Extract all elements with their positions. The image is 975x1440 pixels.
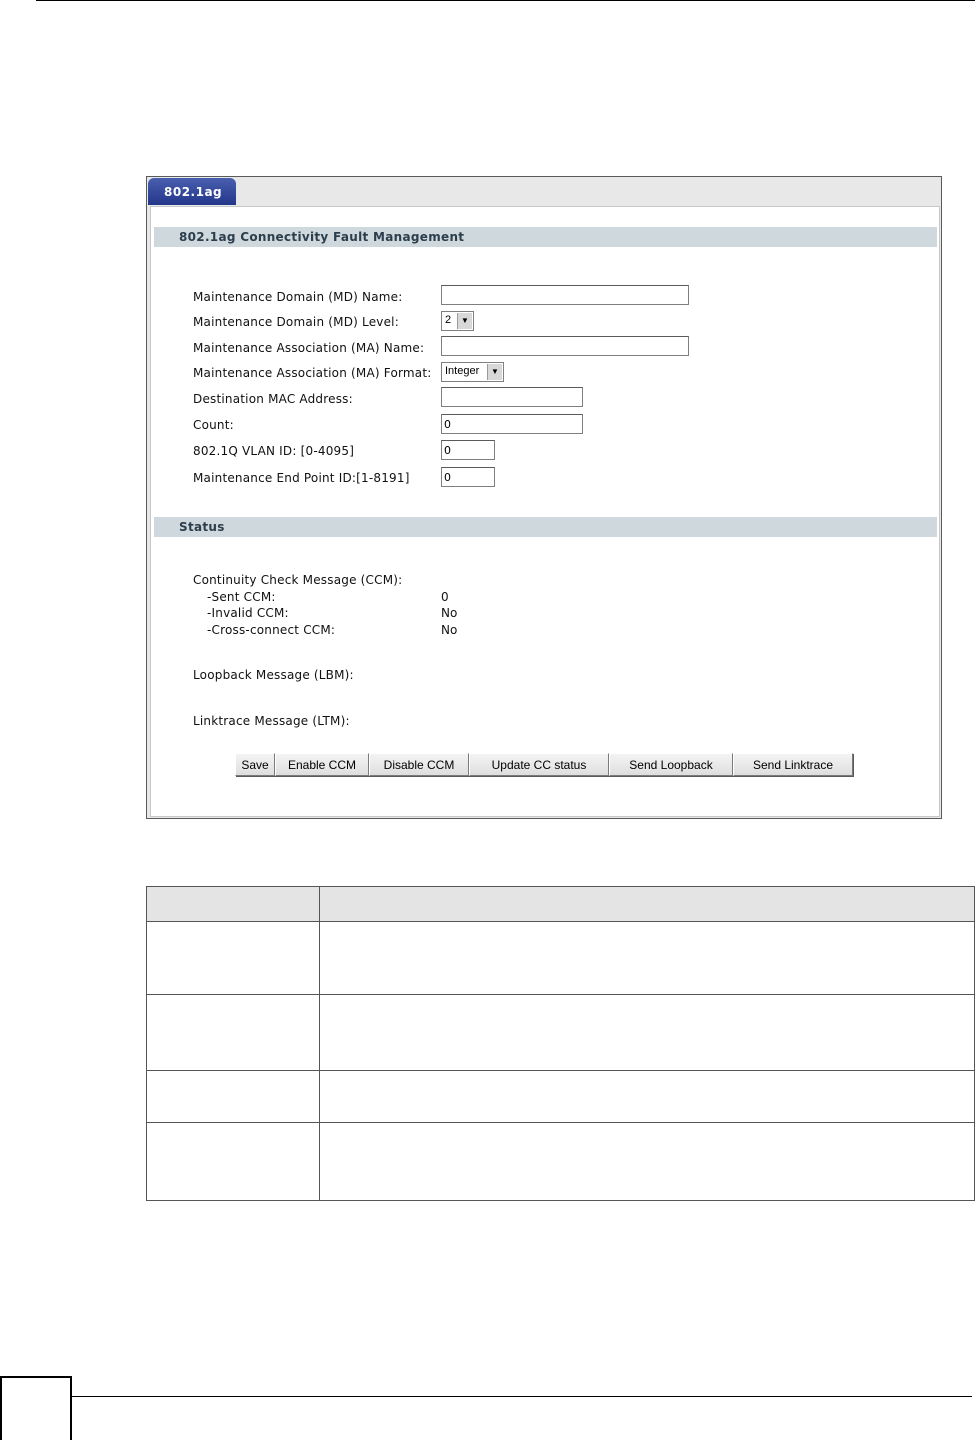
enable-ccm-button[interactable]: Enable CCM bbox=[275, 753, 369, 776]
cross-connect-ccm-label: -Cross-connect CCM: bbox=[207, 623, 336, 637]
footer-rule bbox=[72, 1396, 972, 1397]
table-cell bbox=[320, 1071, 975, 1123]
count-input[interactable] bbox=[441, 414, 583, 434]
table-row bbox=[147, 1071, 975, 1123]
invalid-ccm-label: -Invalid CCM: bbox=[207, 606, 289, 620]
table-cell bbox=[147, 922, 320, 995]
cross-connect-ccm-value: No bbox=[441, 623, 458, 637]
vlan-id-input[interactable] bbox=[441, 440, 495, 460]
ccm-label: Continuity Check Message (CCM): bbox=[193, 573, 403, 587]
table-row bbox=[147, 995, 975, 1071]
update-cc-status-button[interactable]: Update CC status bbox=[469, 753, 609, 776]
table-cell bbox=[147, 1071, 320, 1123]
table-header-cell bbox=[320, 887, 975, 922]
ltm-label: Linktrace Message (LTM): bbox=[193, 714, 350, 728]
tab-802-1ag[interactable]: 802.1ag bbox=[148, 178, 236, 205]
page-number-box bbox=[0, 1376, 72, 1440]
table-row bbox=[147, 1123, 975, 1201]
save-button[interactable]: Save bbox=[235, 753, 275, 776]
md-name-input[interactable] bbox=[441, 285, 689, 305]
chevron-down-icon[interactable]: ▼ bbox=[487, 364, 502, 380]
table-cell bbox=[320, 995, 975, 1071]
mep-id-label: Maintenance End Point ID:[1-8191] bbox=[193, 471, 410, 485]
top-rule bbox=[36, 0, 975, 1]
send-linktrace-button[interactable]: Send Linktrace bbox=[733, 753, 853, 776]
cfm-content bbox=[150, 206, 940, 817]
md-level-select[interactable] bbox=[441, 311, 474, 331]
table-cell bbox=[320, 922, 975, 995]
table-cell bbox=[320, 1123, 975, 1201]
md-name-label: Maintenance Domain (MD) Name: bbox=[193, 290, 403, 304]
table-cell bbox=[147, 1123, 320, 1201]
lbm-label: Loopback Message (LBM): bbox=[193, 668, 354, 682]
send-loopback-button[interactable]: Send Loopback bbox=[609, 753, 733, 776]
section-status-header: Status bbox=[154, 517, 937, 537]
section-cfm-header: 802.1ag Connectivity Fault Management bbox=[154, 227, 937, 247]
dest-mac-input[interactable] bbox=[441, 387, 583, 407]
ma-name-label: Maintenance Association (MA) Name: bbox=[193, 341, 425, 355]
table-row bbox=[147, 922, 975, 995]
sent-ccm-label: -Sent CCM: bbox=[207, 590, 276, 604]
md-level-value: 2 bbox=[445, 314, 452, 326]
mep-id-input[interactable] bbox=[441, 467, 495, 487]
table-header-cell bbox=[147, 887, 320, 922]
chevron-down-icon[interactable]: ▼ bbox=[457, 313, 472, 329]
dest-mac-label: Destination MAC Address: bbox=[193, 392, 353, 406]
ma-name-input[interactable] bbox=[441, 336, 689, 356]
ma-format-label: Maintenance Association (MA) Format: bbox=[193, 366, 432, 380]
table-header-row bbox=[147, 887, 975, 922]
disable-ccm-button[interactable]: Disable CCM bbox=[369, 753, 469, 776]
description-table bbox=[146, 886, 975, 1201]
cfm-window bbox=[146, 176, 942, 819]
vlan-id-label: 802.1Q VLAN ID: [0-4095] bbox=[193, 444, 355, 458]
count-label: Count: bbox=[193, 418, 234, 432]
md-level-label: Maintenance Domain (MD) Level: bbox=[193, 315, 399, 329]
ma-format-select[interactable] bbox=[441, 362, 504, 382]
ma-format-value: Integer bbox=[445, 365, 480, 377]
action-buttons bbox=[235, 753, 853, 776]
table-cell bbox=[147, 995, 320, 1071]
sent-ccm-value: 0 bbox=[441, 590, 449, 604]
invalid-ccm-value: No bbox=[441, 606, 458, 620]
